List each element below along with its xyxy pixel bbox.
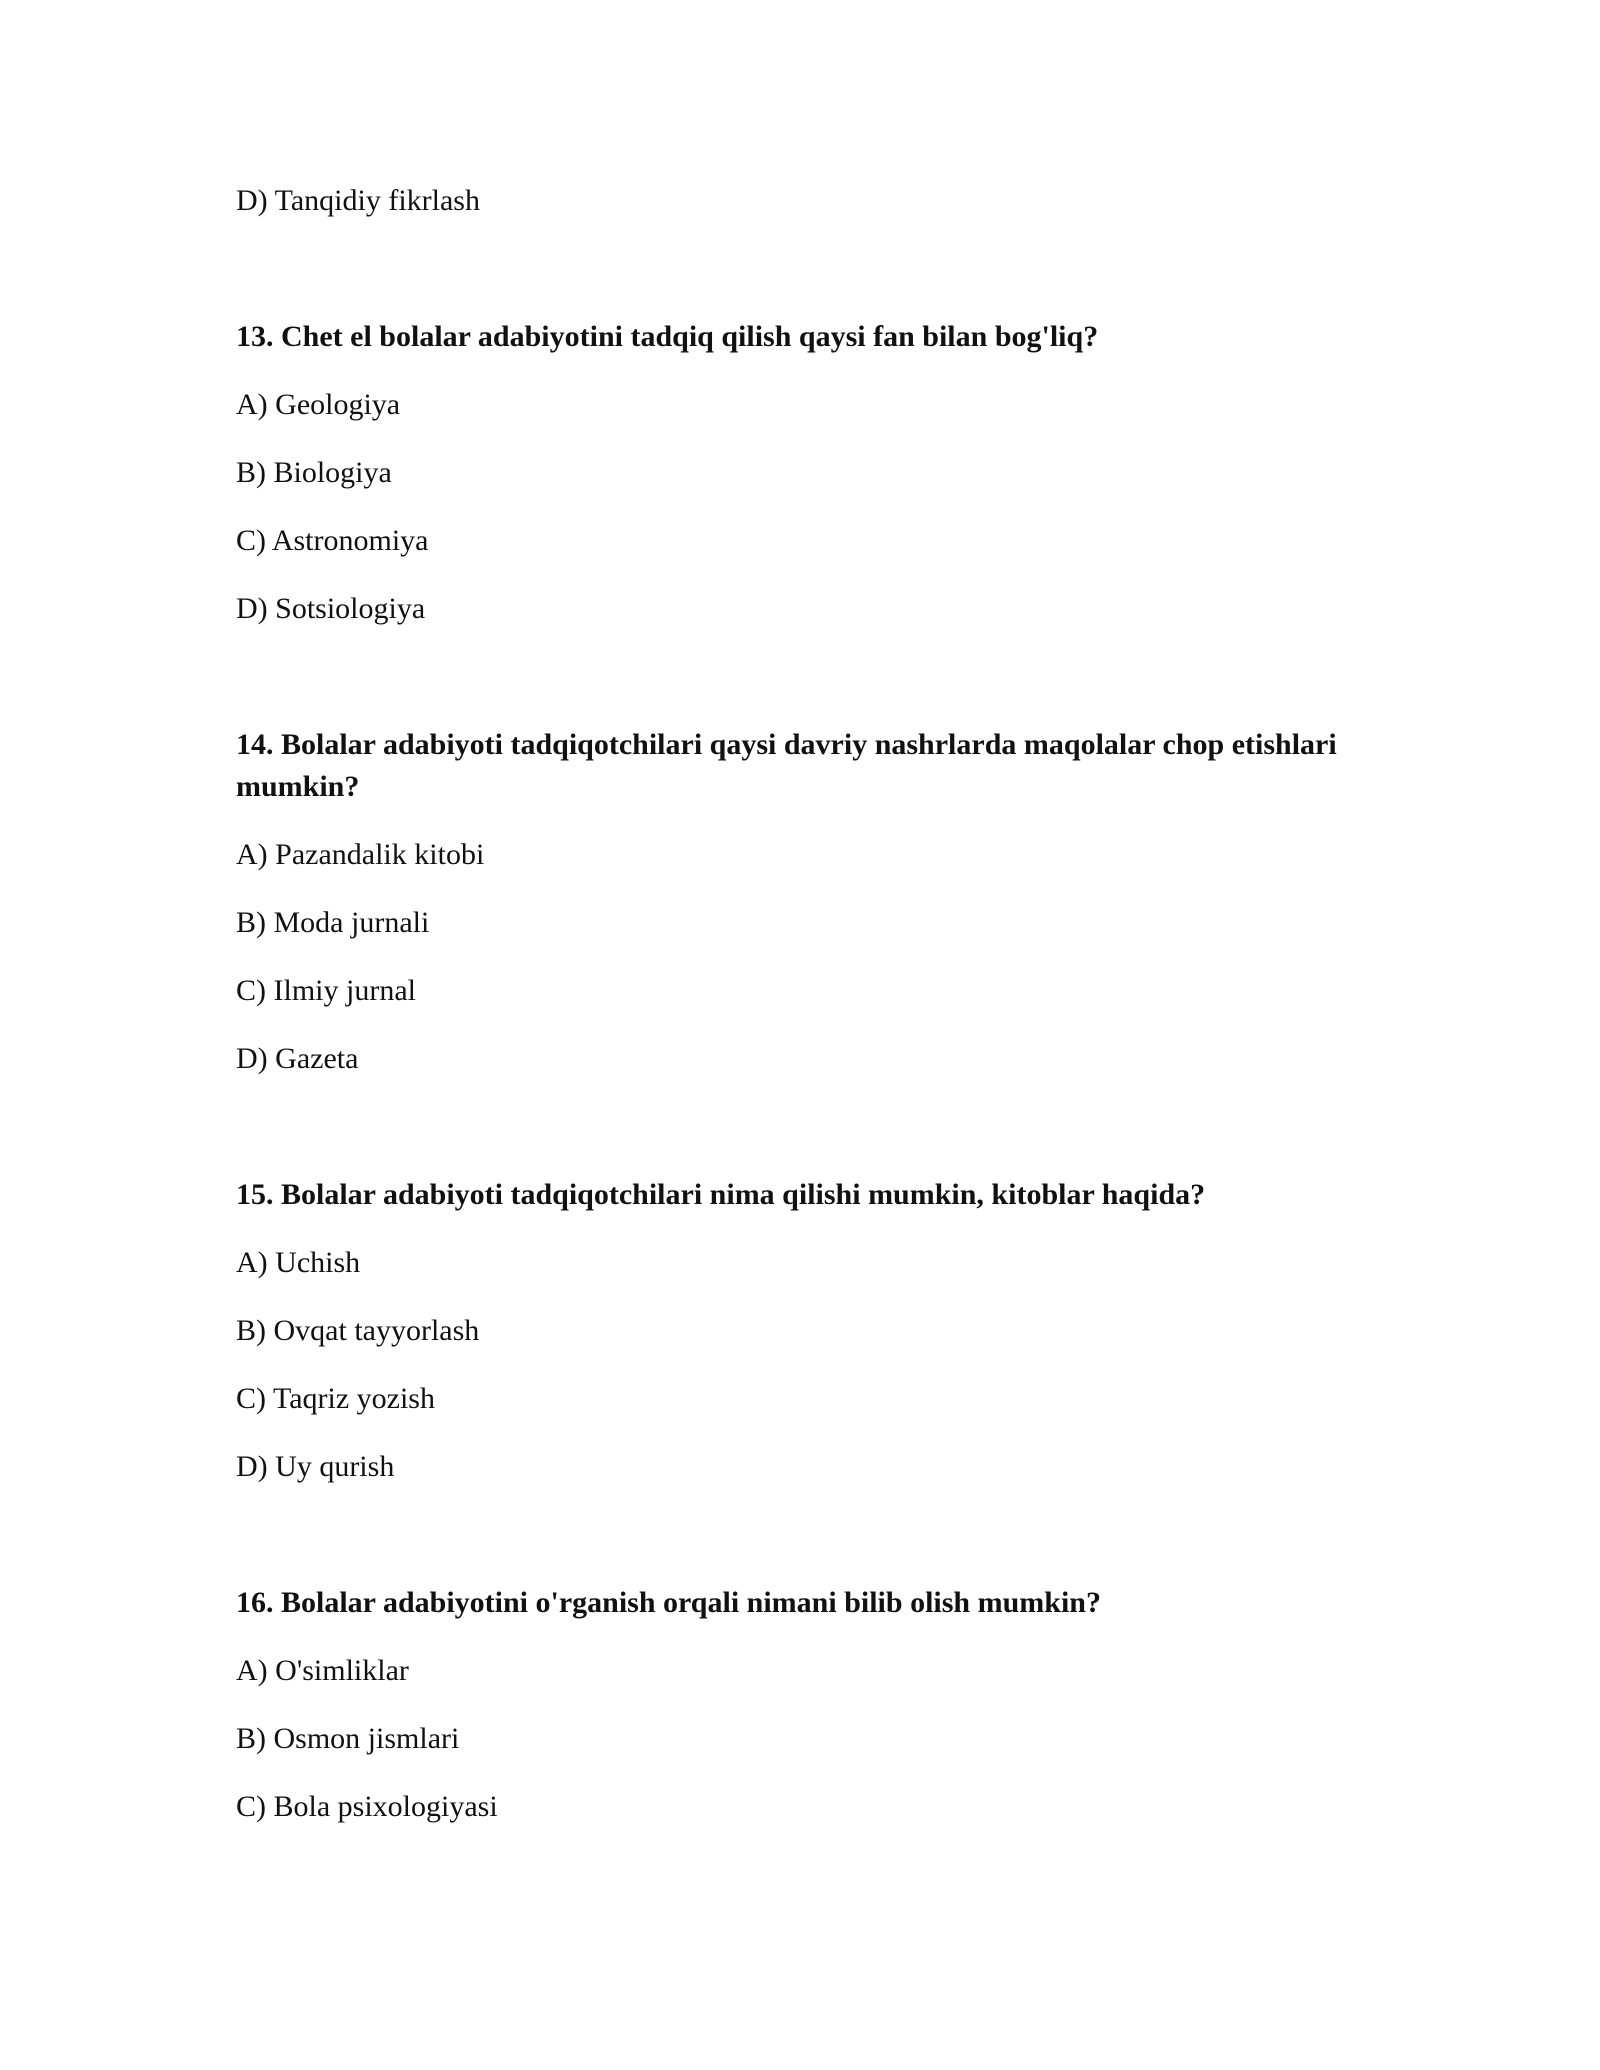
- question-16: 16. Bolalar adabiyotini o'rganish orqali nimani bilib olish mumkin?: [236, 1586, 1101, 1619]
- answer-option: B) Moda jurnali: [236, 906, 430, 939]
- question-15: 15. Bolalar adabiyoti tadqiqotchilari nima qilishi mumkin, kitoblar haqida?: [236, 1178, 1206, 1211]
- answer-option: A) Pazandalik kitobi: [236, 838, 485, 871]
- answer-option: C) Ilmiy jurnal: [236, 974, 416, 1007]
- document-page: [236, 180, 1366, 1854]
- answer-option: D) Tanqidiy fikrlash: [236, 184, 480, 217]
- answer-option: C) Astronomiya: [236, 524, 429, 557]
- question-13: 13. Chet el bolalar adabiyotini tadqiq qilish qaysi fan bilan bog'liq?: [236, 320, 1099, 353]
- answer-option: B) Osmon jismlari: [236, 1722, 460, 1755]
- spacer: [236, 248, 1366, 316]
- question-14: 14. Bolalar adabiyoti tadqiqotchilari qaysi davriy nashrlarda maqolalar chop etishlari mumkin?: [236, 728, 1337, 803]
- answer-option: B) Biologiya: [236, 456, 392, 489]
- spacer: [236, 1514, 1366, 1582]
- answer-option: D) Gazeta: [236, 1042, 359, 1075]
- answer-option: D) Uy qurish: [236, 1450, 395, 1483]
- answer-option: B) Ovqat tayyorlash: [236, 1314, 480, 1347]
- spacer: [236, 656, 1366, 724]
- answer-option: D) Sotsiologiya: [236, 592, 426, 625]
- answer-option: C) Bola psixologiyasi: [236, 1790, 498, 1823]
- answer-option: C) Taqriz yozish: [236, 1382, 435, 1415]
- answer-option: A) Geologiya: [236, 388, 401, 421]
- answer-option: A) Uchish: [236, 1246, 361, 1279]
- spacer: [236, 1106, 1366, 1174]
- answer-option: A) O'simliklar: [236, 1654, 409, 1687]
